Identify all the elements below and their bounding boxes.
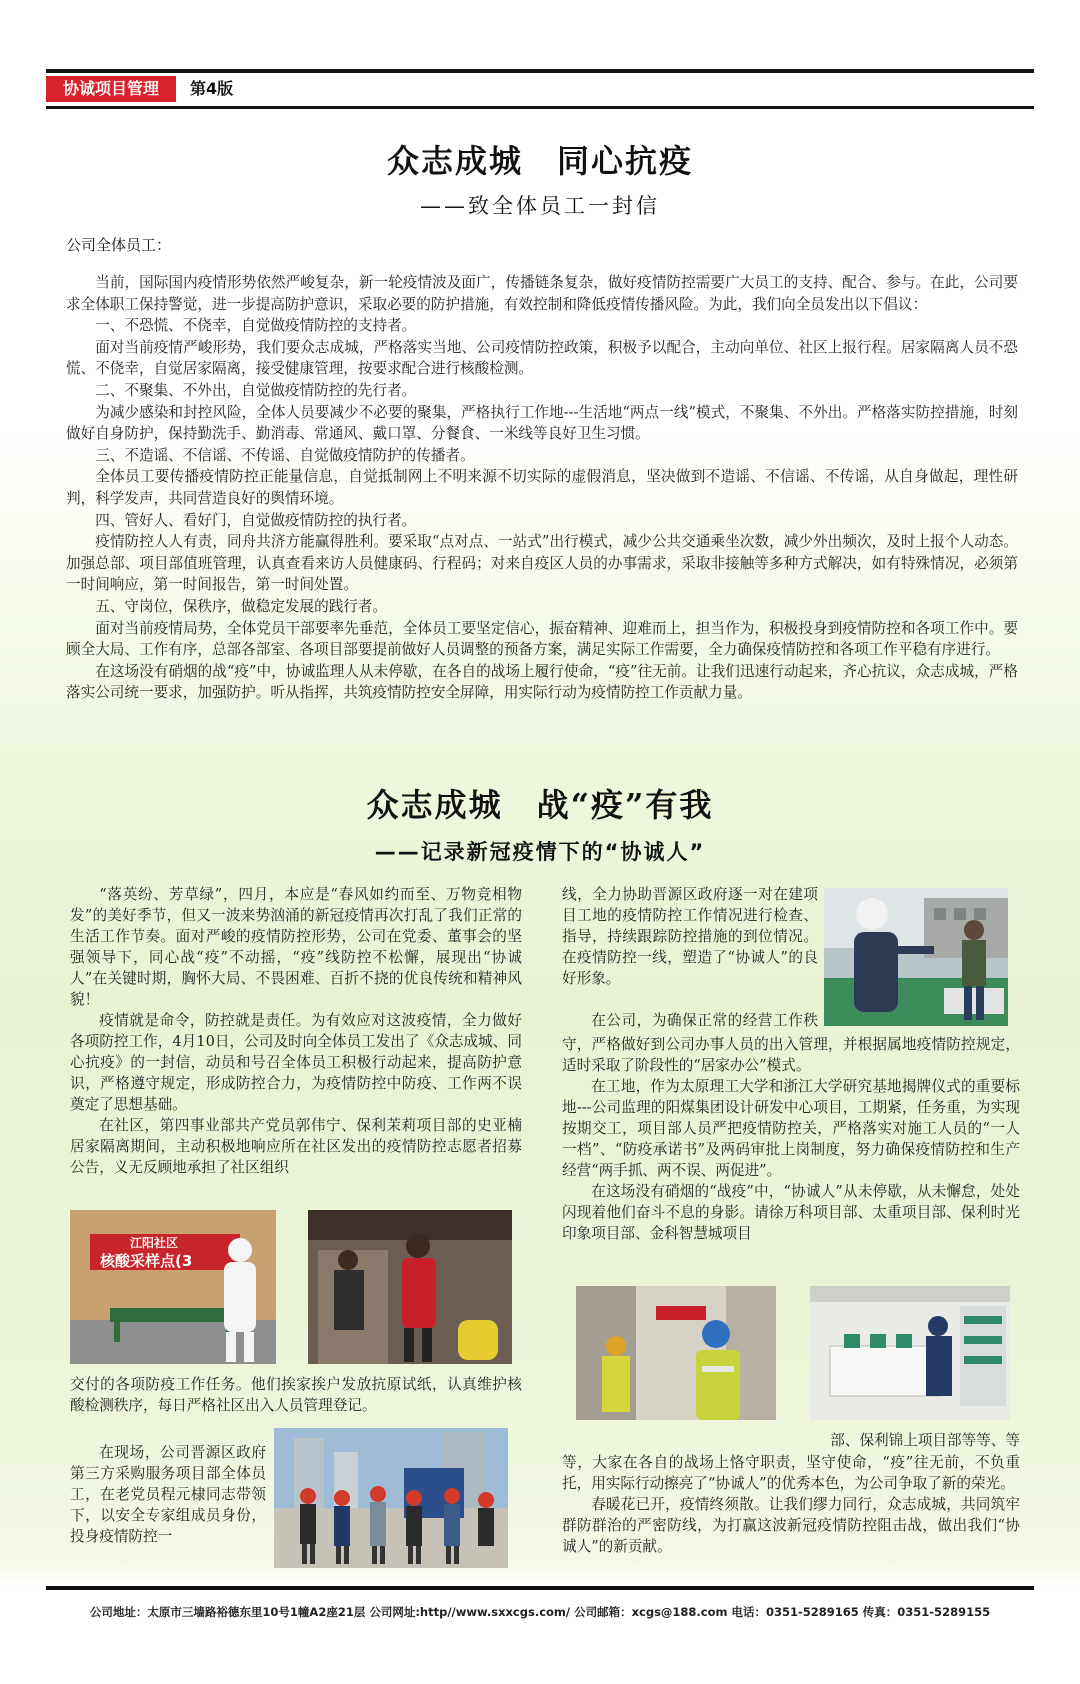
photo-site-inspection: [824, 888, 1008, 1026]
column-tag: 协诚项目管理: [46, 76, 176, 102]
letter-heading: 一、不恐慌、不侥幸，自觉做疫情防控的支持者。: [95, 317, 417, 335]
article1-title: 众志成城 同心抗疫: [386, 142, 693, 180]
footer-contact: 公司地址：太原市三墙路裕德东里10号1幢A2座21层 公司网址:http//www.sxxcgs.com/ 公司邮箱：xcgs@188.com 电话：0351-5289165 传真：0351-5289155: [89, 1605, 991, 1619]
right-column-bottom: [562, 1452, 1020, 1578]
letter-paragraph: 为减少感染和封控风险，全体人员要减少不必要的聚集，严格执行工作地---生活地“两点一线”模式，不聚集、不外出。严格落实防控措施，时刻做好自身防护，保持勤洗手、勤消毒、常通风、戴口罩、分餐食、一米线等良好卫生习惯。: [66, 403, 1018, 443]
letter-paragraph: 全体员工要传播疫情防控正能量信息，自觉抵制网上不明来源不切实际的虚假消息，坚决做到不造谣、不信谣、不传谣，从自身做起，理性研判，科学发声，共同营造良好的舆情环境。: [66, 468, 1018, 507]
article2-paragraph: 在这场没有硝烟的“战疫”中，“协诚人”从未停歇，从未懈怠，处处闪现着他们奋斗不息的身影。请徐万科项目部、太重项目部、保利时光印象项目部、金科智慧城项目: [562, 1183, 1020, 1242]
right-column-top: [562, 884, 818, 1010]
letter-paragraph: 面对当前疫情严峻形势，我们要众志成城，严格落实当地、公司疫情防控政策，积极予以配合，主动向单位、社区上报行程。居家隔离人员不恐慌、不侥幸，自觉居家隔离，接受健康管理，按要求配合进行核酸检测。: [66, 338, 1018, 378]
letter-paragraph: 面对当前疫情局势，全体党员干部要率先垂范，全体员工要坚定信心，振奋精神、迎难而上，担当作为，积极投身到疫情防控和各项工作中。要顾全大局、工作有序，总部各部室、各项目部要提前做好人员调整的预备方案，满足实际工作需要，全力确保疫情防控和各项工作平稳有序进行。: [66, 619, 1018, 659]
sign-text-community: 江阳社区: [130, 1236, 179, 1250]
right-column-mid: [562, 1034, 1020, 1282]
article2-paragraph: 交付的各项防疫工作任务。他们挨家挨户发放抗原试纸，认真维护核酸检测秩序，每日严格社区出入人员管理登记。: [70, 1376, 522, 1414]
article2-paragraph: 疫情就是命令，防控就是责任。为有效应对这波疫情，全力做好各项防控工作，4月10日，公司及时向全体员工发出了《众志成城、同心抗疫》的一封信，动员和号召全体员工积极行动起来，提高防护意识，严格遵守规定，形成防控合力，为疫情防控中防疫、工作两不误奠定了思想基础。: [70, 1012, 522, 1113]
footer-rule: [46, 1586, 1034, 1590]
letter-paragraph: 在这场没有硝烟的战“疫”中，协诚监理人从未停歇，在各自的战场上履行使命，“疫”往无前。让我们迅速行动起来，齐心抗议，众志成城，严格落实公司统一要求，加强防护。听从指挥，共筑疫情防控安全屏障，用实际行动为疫情防控工作贡献力量。: [66, 662, 1018, 702]
article1-subtitle: ——致全体员工一封信: [420, 194, 660, 218]
header-rule: [46, 106, 1034, 109]
sign-text-sampling: 核酸采样点(3: [100, 1252, 193, 1270]
article2-paragraph: “落英纷、芳草绿”，四月，本应是“春风如约而至、万物竞相物发”的美好季节，但又一波来势汹涌的新冠疫情再次打乱了我们正常的生活工作节奏。面对严峻的疫情防控形势，公司在党委、董事会的坚强领导下，同心战“疫”不动摇，“疫”线防控不松懈，展现出“协诚人”在关键时期，胸怀大局、不畏困难、百折不挠的优良传统和精神风貌！: [70, 886, 522, 1008]
photo-safety-team: [274, 1428, 508, 1568]
left-column-top: [70, 884, 522, 1204]
article2-paragraph: 守，严格做好到公司办事人员的出入管理，并根据属地疫情防控规定，适时采取了阶段性的“居家办公”模式。: [562, 1036, 1020, 1074]
letter-paragraph: 当前，国际国内疫情形势依然严峻复杂，新一轮疫情波及面广，传播链条复杂，做好疫情防控需要广大员工的支持、配合、参与。在此，公司要求全体职工保持警觉，进一步提高防护意识，采取必要的防护措施，有效控制和降低疫情传播风险。为此，我们向全员发出以下倡议：: [66, 274, 1018, 313]
photo-community-sampling: [70, 1210, 276, 1364]
letter-heading: 四、管好人、看好门，自觉做疫情防控的执行者。: [95, 511, 417, 529]
article2-paragraph: 等，大家在各自的战场上恪守职责，坚守使命，“疫”往无前，不负重托，用实际行动擦亮了“协诚人”的优秀本色，为公司争取了新的荣光。: [562, 1454, 1020, 1492]
edition-label: 第4版: [190, 79, 234, 98]
right-column-bottom-line: [562, 1430, 1020, 1452]
article2-paragraph: 部、保利锦上项目部等等、等: [830, 1432, 1020, 1449]
letter-heading: 三、不造谣、不信谣、不传谣、自觉做疫情防护的传播者。: [95, 446, 475, 464]
photo-sink-disinfection: [810, 1286, 1010, 1420]
right-column-indent: [562, 1010, 818, 1032]
letter-paragraph: 疫情防控人人有责，同舟共济方能赢得胜利。要采取“点对点、一站式”出行模式，减少公共交通乘坐次数，减少外出频次，及时上报个人动态。加强总部、项目部值班管理，认真查看来访人员健康码、行程码；对来自疫区人员的办事需求，采取非接触等多种方式解决，如有特殊情况，必须第一时间响应，第一时间报告，第一时间处置。: [66, 533, 1018, 594]
letter-heading: 五、守岗位，保秩序，做稳定发展的践行者。: [95, 597, 388, 615]
article2-title: 众志成城 战“疫”有我: [366, 786, 714, 824]
photo-worker-check: [576, 1286, 776, 1420]
article2-paragraph: 在公司，为确保正常的经营工作秩: [591, 1012, 818, 1029]
article2-paragraph: 春暖花已开，疫情终须散。让我们缪力同行，众志成城，共同筑牢群防群治的严密防线，为打赢这波新冠疫情防控阻击战，做出我们“协诚人”的新贡献。: [562, 1496, 1020, 1555]
letter-body: [66, 272, 1018, 704]
letter-heading: 二、不聚集、不外出，自觉做疫情防控的先行者。: [95, 381, 417, 399]
article2-paragraph: 线，全力协助晋源区政府逐一对在建项目工地的疫情防控工作情况进行检查、指导，持续跟踪防控措施的到位情况。在疫情防控一线，塑造了“协诚人”的良好形象。: [562, 886, 818, 987]
article2-paragraph: 在工地，作为太原理工大学和浙江大学研究基地揭牌仪式的重要标地---公司监理的阳煤集团设计研发中心项目，工期紧，任务重，为实现按期交工，项目部人员严把疫情防控关，严格落实对施工人员的“一人一档”、“防疫承诺书”及两码审批上岗制度，努力确保疫情防控和生产经营“两手抓、两不误、两促进”。: [562, 1078, 1020, 1179]
photo-volunteer: [308, 1210, 512, 1364]
top-rule: [46, 69, 1034, 73]
left-column-bottom: [70, 1442, 266, 1572]
salutation: 公司全体员工：: [66, 236, 172, 254]
article2-subtitle: ——记录新冠疫情下的“协诚人”: [374, 840, 706, 864]
article2-paragraph: 在社区，第四事业部共产党员郭伟宁、保利茉莉项目部的史亚楠居家隔离期间，主动积极地响应所在社区发出的疫情防控志愿者招募公告，义无反顾地承担了社区组织: [70, 1117, 522, 1176]
article2-paragraph: 在现场，公司晋源区政府第三方采购服务项目部全体员工，在老党员程元棣同志带领下，以安全专家组成员身份，投身疫情防控一: [70, 1444, 266, 1545]
